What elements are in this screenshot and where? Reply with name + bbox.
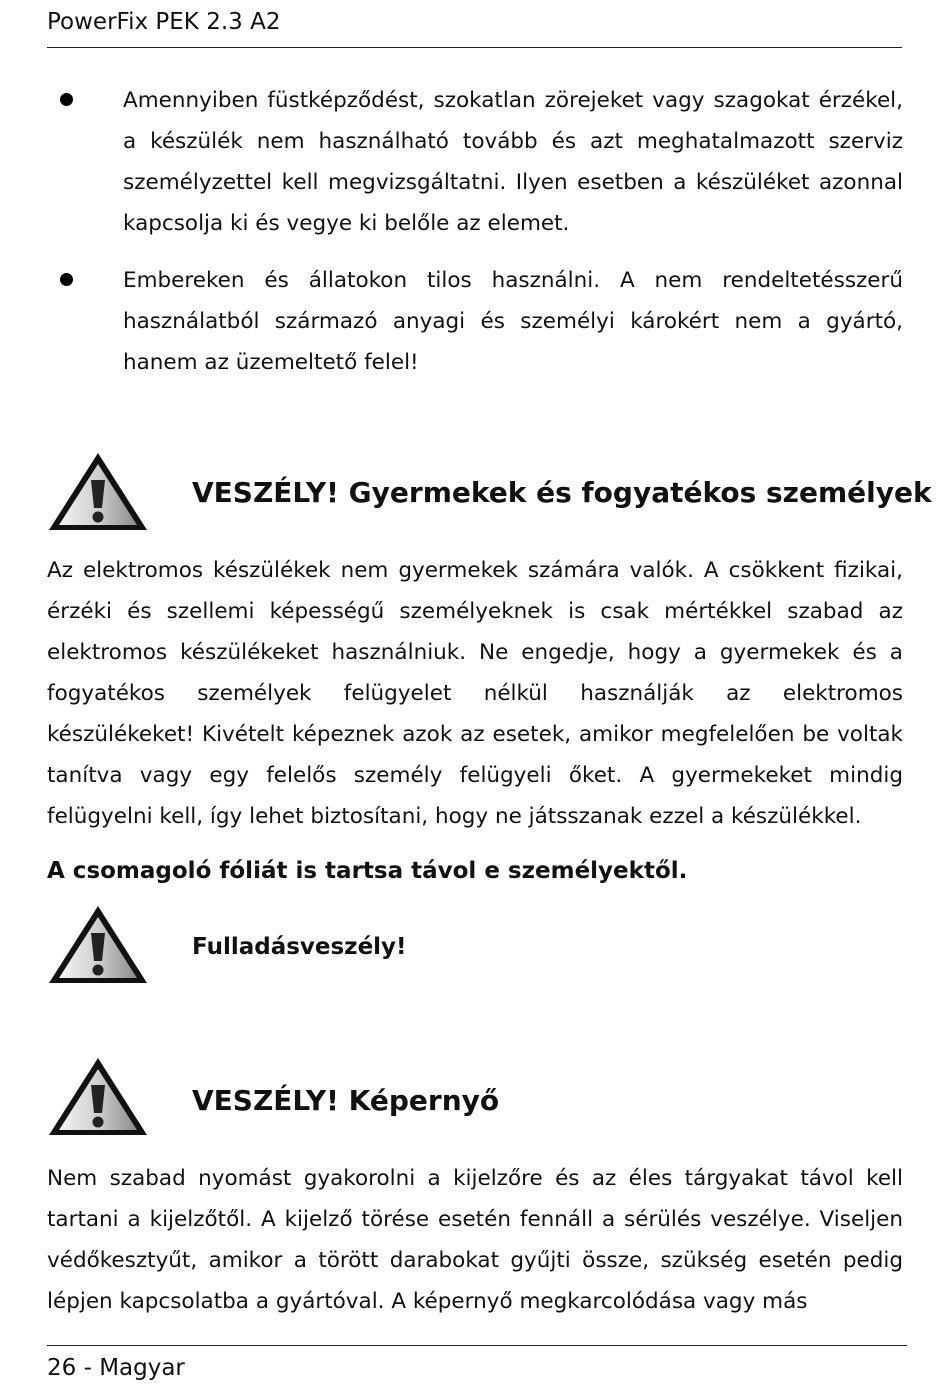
page-header [47,6,902,48]
warning-triangle-icon [46,1055,150,1141]
list-item [47,260,903,383]
section-heading-children: VESZÉLY! Gyermekek és fogyatékos személyek [192,476,932,509]
bullet-icon [60,273,73,286]
warning-triangle-icon [46,450,150,536]
warning-triangle-icon [46,903,150,989]
bullet-text: Embereken és állatokon tilos használni. A nem rendeltetésszerű használatból származó anyagi és személyi károkért nem a gyártó, hanem az üzemeltető felel! [123,268,903,375]
page-number: 26 - Magyar [47,1355,185,1381]
bold-note: A csomagoló fóliát is tartsa távol e személyektől. [47,858,688,884]
list-item [47,80,903,244]
suffocation-warning: Fulladásveszély! [192,934,407,960]
bullet-list [47,80,903,399]
bullet-icon [60,93,73,106]
bullet-text: Amennyiben füstképződést, szokatlan zörejeket vagy szagokat érzékel, a készülék nem használható tovább és azt meghatalmazott szerviz személyzettel kell megvizsgáltatni. Ilyen esetben a készüléket azonnal kapcsolja ki és vegye ki belőle az elemet. [123,88,903,236]
section-heading-screen: VESZÉLY! Képernyő [192,1084,500,1117]
header-title: PowerFix PEK 2.3 A2 [47,9,281,35]
page-footer [47,1345,907,1388]
section-paragraph: Az elektromos készülékek nem gyermekek számára valók. A csökkent fizikai, érzéki és szellemi képességű személyeknek is csak mértékkel szabad az elektromos készülékeket használniuk. Ne engedje, hogy a gyermekek és a fogyatékos személyek felügyelet nélkül használják az elektromos készülékeket! Kivételt képeznek azok az esetek, amikor megfelelően be voltak tanítva vagy egy felelős személy felügyeli őket. A gyermekeket mindig felügyelni kell, így lehet biztosítani, hogy ne játsszanak ezzel a készülékkel. [47,558,903,829]
section-paragraph: Nem szabad nyomást gyakorolni a kijelzőre és az éles tárgyakat távol kell tartani a kijelzőtől. A kijelző törése esetén fennáll a sérülés veszélye. Viseljen védőkesztyűt, amikor a törött darabokat gyűjti össze, szükség esetén pedig lépjen kapcsolatba a gyártóval. A képernyő megkarcolódása vagy más [47,1166,903,1314]
